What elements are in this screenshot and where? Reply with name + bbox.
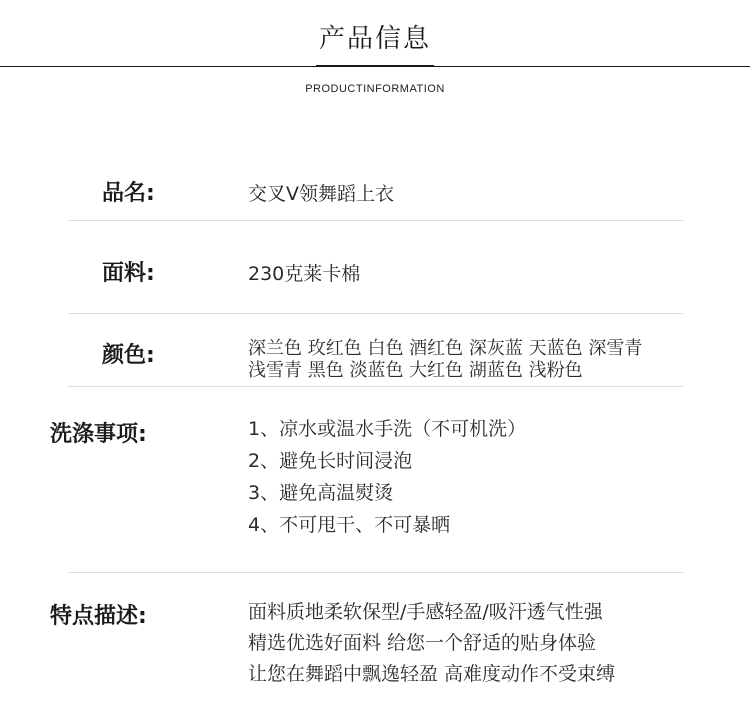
care-value <box>248 413 526 541</box>
row-divider <box>68 572 683 573</box>
colors-line: 浅雪青 黑色 淡蓝色 大红色 湖蓝色 浅粉色 <box>248 360 583 381</box>
care-item: 4、不可甩干、不可暴晒 <box>248 514 451 536</box>
features-label: 特点描述: <box>50 604 147 629</box>
features-line: 让您在舞蹈中飘逸轻盈 高难度动作不受束缚 <box>248 663 616 685</box>
colors-line: 深兰色 玫红色 白色 酒红色 深灰蓝 天蓝色 深雪青 <box>248 338 643 359</box>
name-value: 交叉V领舞蹈上衣 <box>248 183 394 205</box>
care-item: 2、避免长时间浸泡 <box>248 450 413 472</box>
features-value <box>248 597 615 690</box>
care-item: 1、凉水或温水手洗（不可机洗） <box>248 418 527 440</box>
page-title: 产品信息 <box>318 24 431 54</box>
row-divider <box>68 220 683 221</box>
page-subtitle: PRODUCTINFORMATION <box>305 83 445 95</box>
features-line: 精选优选好面料 给您一个舒适的贴身体验 <box>248 632 597 654</box>
care-item: 3、避免高温熨烫 <box>248 482 394 504</box>
name-label: 品名: <box>102 181 155 206</box>
fabric-label: 面料: <box>102 261 155 286</box>
features-line: 面料质地柔软保型/手感轻盈/吸汗透气性强 <box>248 601 603 623</box>
colors-label: 颜色: <box>102 343 155 368</box>
care-label: 洗涤事项: <box>50 422 147 447</box>
colors-value <box>248 338 642 382</box>
row-divider <box>68 386 683 387</box>
row-divider <box>68 313 683 314</box>
title-divider-accent <box>316 65 434 67</box>
fabric-value: 230克莱卡棉 <box>248 263 361 285</box>
